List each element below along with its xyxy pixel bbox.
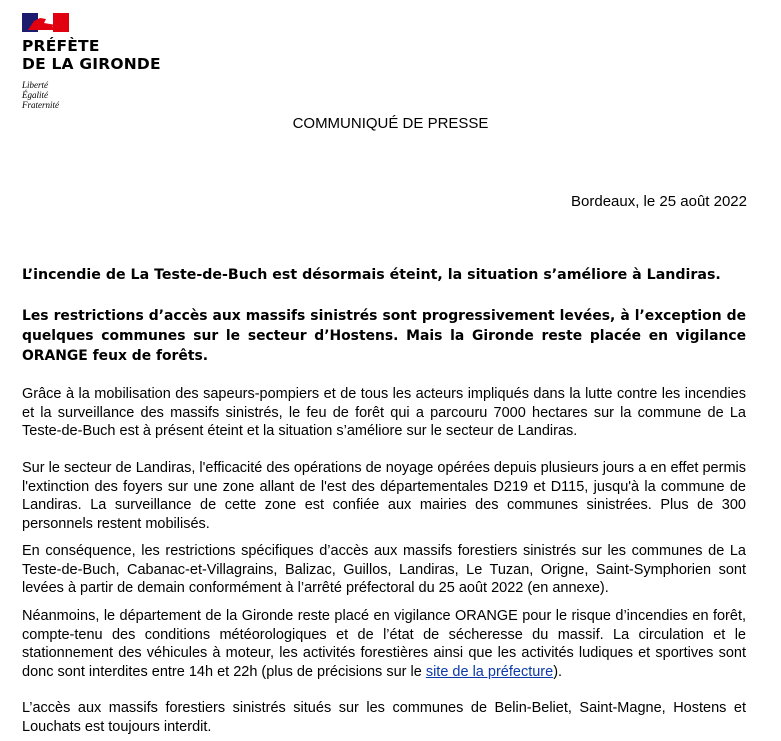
paragraph-landiras: Sur le secteur de Landiras, l'efficacité des opérations de noyage opérées depuis plusieurs jours a en effet permis l'extinction des foyers sur une zone allant de l'est des départementales D219 et D115, jusqu'à la commune de Landiras. La surveillance de cette zone est confiée aux mairies des communes sinistrées. Plus de 300 personnels restent mobilisés. [22, 460, 746, 532]
release-lead: Les restrictions d’accès aux massifs sinistrés sont progressivement levées, à l’exception de quelques communes sur le secteur d’Hostens. Mais la Gironde reste placée en vigilance ORANGE feux de forêts. [22, 308, 746, 364]
paragraph-access-forbidden: L’accès aux massifs forestiers sinistrés situés sur les communes de Belin-Beliet, Saint-Magne, Hostens et Louchats est toujours interdit. [22, 700, 746, 735]
release-date: Bordeaux, le 25 août 2022 [571, 193, 747, 210]
vigilance-end: ). [553, 663, 563, 680]
release-title: L’incendie de La Teste-de-Buch est désormais éteint, la situation s’améliore à Landiras. [22, 267, 721, 283]
press-release-label: COMMUNIQUÉ DE PRESSE [292, 115, 489, 132]
brand-line-1: PRÉFÈTE [22, 37, 100, 55]
marianne-profile-icon [28, 16, 64, 30]
brand-line-2: DE LA GIRONDE [22, 55, 161, 73]
vigilance-text: Néanmoins, le département de la Gironde reste placé en vigilance ORANGE pour le risque d’incendies en forêt, compte-tenu des conditions météorologiques et de l’état de sécheresse du massif. La circulation et le stationnement des véhicules à moteur, les activités forestières ainsi que les activités ludiques et sportives sont donc sont interdites entre 14h et 22h (plus de précisions sur le [22, 608, 746, 680]
paragraph-vigilance [22, 607, 746, 681]
prefecture-site-link[interactable]: site de la préfecture [425, 663, 554, 680]
paragraph-restrictions: En conséquence, les restrictions spécifiques d’accès aux massifs forestiers sinistrés sur les communes de La Teste-de-Buch, Cabanac-et-Villagrains, Balizac, Guillos, Landiras, Le Tuzan, Origne, Saint-Symphorien sont levées à partir de demain conformément à l’arrêté préfectoral du 25 août 2022 (en annexe). [22, 543, 746, 596]
republic-motto [22, 80, 59, 110]
paragraph-mobilisation: Grâce à la mobilisation des sapeurs-pompiers et de tous les acteurs impliqués dans la lutte contre les incendies et la surveillance des massifs sinistrés, le feu de forêt qui a parcouru 7000 hectares sur la commune de La Teste-de-Buch est à présent éteint et la situation s’améliore sur le secteur de Landiras. [22, 386, 746, 439]
motto-fraternite: Fraternité [22, 100, 59, 110]
prefecture-brand [22, 37, 161, 73]
motto-liberte: Liberté [22, 80, 48, 90]
republique-flag-logo [22, 13, 69, 32]
motto-egalite: Égalité [22, 90, 48, 100]
